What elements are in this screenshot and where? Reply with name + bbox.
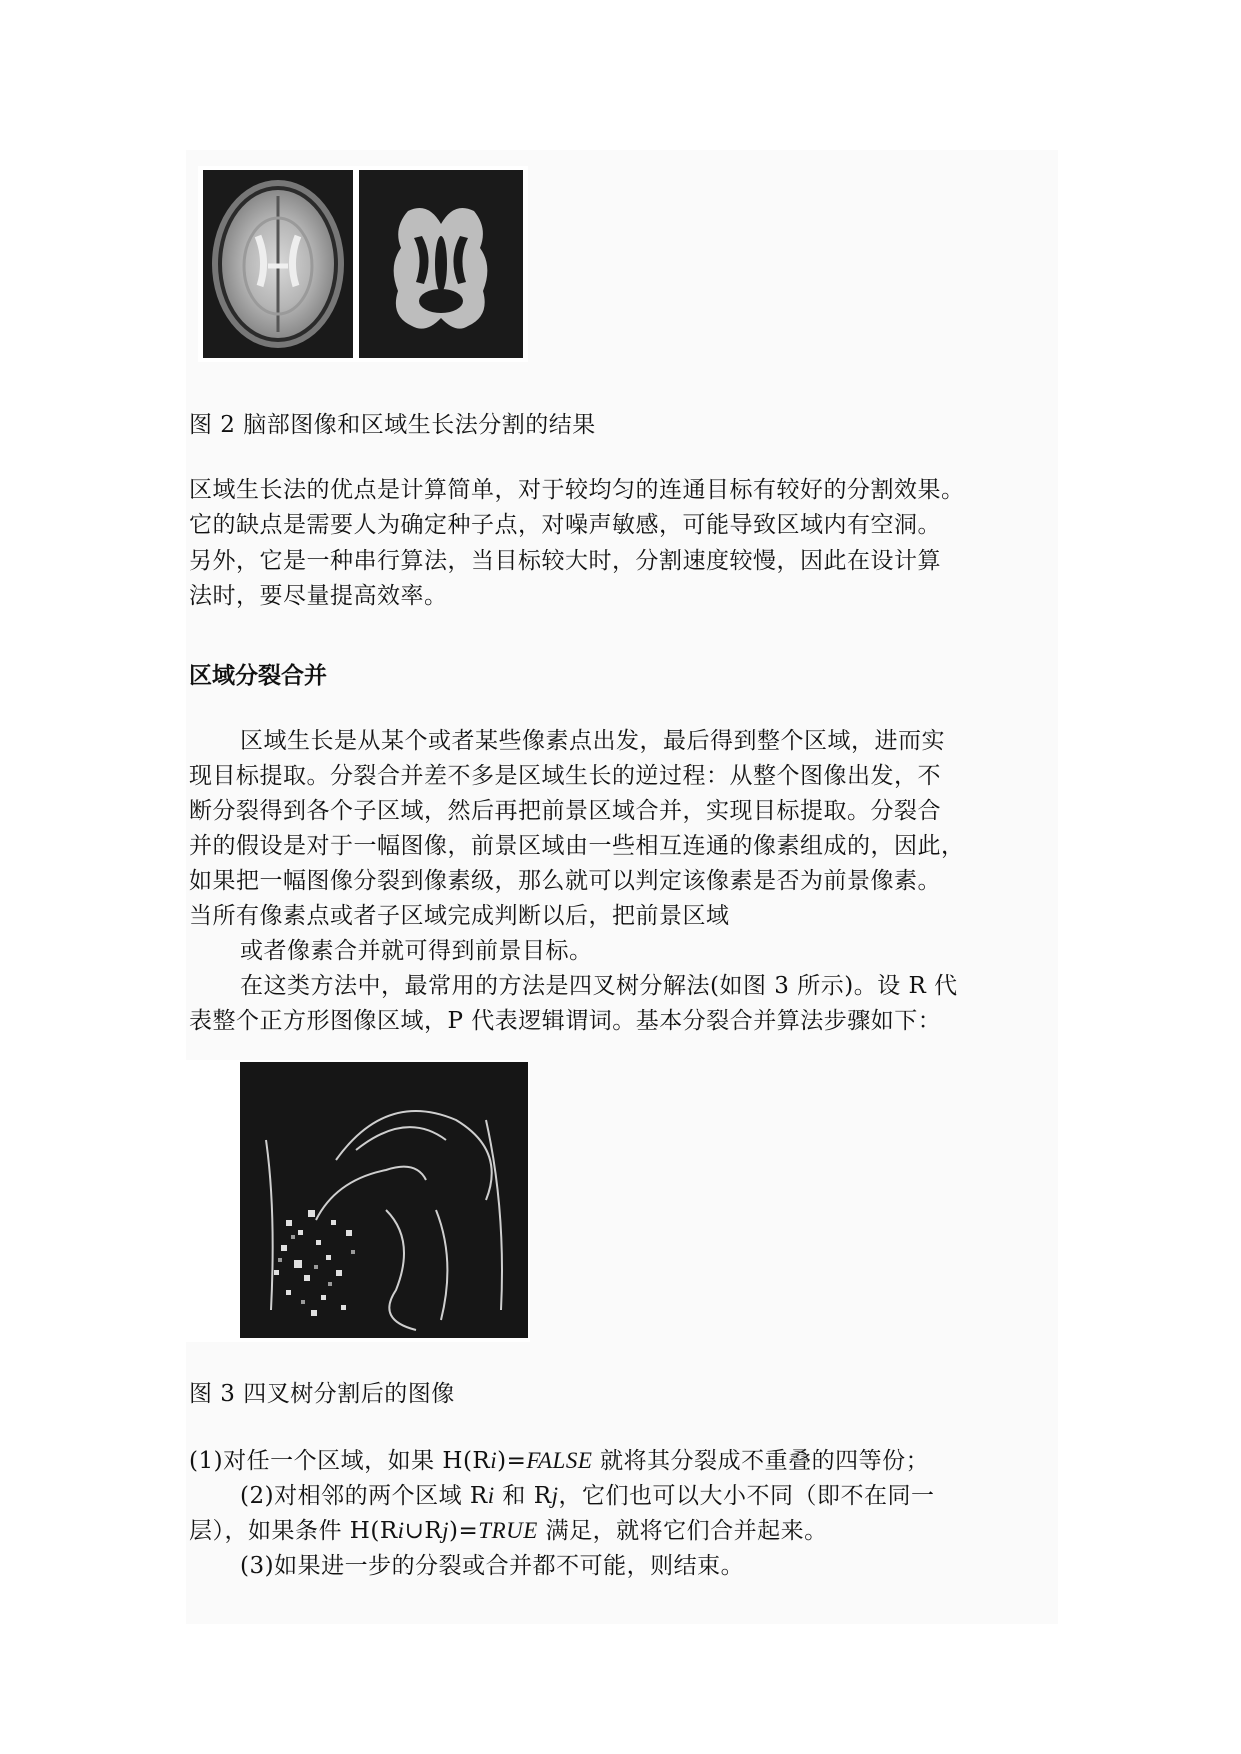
paragraph-2-line-9: 表整个正方形图像区域，P 代表逻辑谓词。基本分裂合并算法步骤如下： — [189, 1008, 942, 1034]
paragraph-1-line-2: 它的缺点是需要人为确定种子点，对噪声敏感，可能导致区域内有空洞。 — [189, 512, 941, 538]
paragraph-1-line-3: 另外，它是一种串行算法，当目标较大时，分割速度较慢，因此在设计算 — [189, 548, 941, 574]
figure-2-caption: 图 2 脑部图像和区域生长法分割的结果 — [189, 412, 596, 438]
brain-mri-image-pair — [198, 166, 528, 362]
step-1: (1)对任一个区域，如果 H(Ri)=FALSE 就将其分裂成不重叠的四等份； — [189, 1448, 930, 1474]
quadtree-segmented-image — [186, 1060, 530, 1342]
paragraph-2-line-8: 在这类方法中，最常用的方法是四叉树分解法(如图 3 所示)。设 R 代 — [240, 973, 958, 999]
paragraph-2-line-5: 如果把一幅图像分裂到像素级，那么就可以判定该像素是否为前景像素。 — [189, 868, 941, 894]
section-heading: 区域分裂合并 — [189, 663, 327, 689]
paragraph-2-line-1: 区域生长是从某个或者某些像素点出发，最后得到整个区域，进而实 — [240, 728, 945, 754]
figure-2-images — [198, 166, 528, 362]
paragraph-2-line-2: 现目标提取。分裂合并差不多是区域生长的逆过程：从整个图像出发，不 — [189, 763, 941, 789]
paragraph-1-line-4: 法时，要尽量提高效率。 — [189, 583, 448, 609]
paragraph-2-line-6: 当所有像素点或者子区域完成判断以后，把前景区域 — [189, 903, 730, 929]
step-2-line-1: (2)对相邻的两个区域 Ri 和 Rj，它们也可以大小不同（即不在同一 — [240, 1483, 935, 1509]
paragraph-2-line-7: 或者像素合并就可得到前景目标。 — [240, 938, 593, 964]
paragraph-2-line-3: 断分裂得到各个子区域，然后再把前景区域合并，实现目标提取。分裂合 — [189, 798, 941, 824]
paragraph-1-line-1: 区域生长法的优点是计算简单，对于较均匀的连通目标有较好的分割效果。 — [189, 477, 965, 503]
step-3: (3)如果进一步的分裂或合并都不可能，则结束。 — [240, 1553, 745, 1579]
figure-3-caption: 图 3 四叉树分割后的图像 — [189, 1381, 455, 1407]
step-2-line-2: 层），如果条件 H(Ri∪Rj)=TRUE 满足，就将它们合并起来。 — [189, 1518, 828, 1544]
figure-3-image — [186, 1060, 530, 1342]
paragraph-2-line-4: 并的假设是对于一幅图像，前景区域由一些相互连通的像素组成的，因此， — [189, 833, 965, 859]
